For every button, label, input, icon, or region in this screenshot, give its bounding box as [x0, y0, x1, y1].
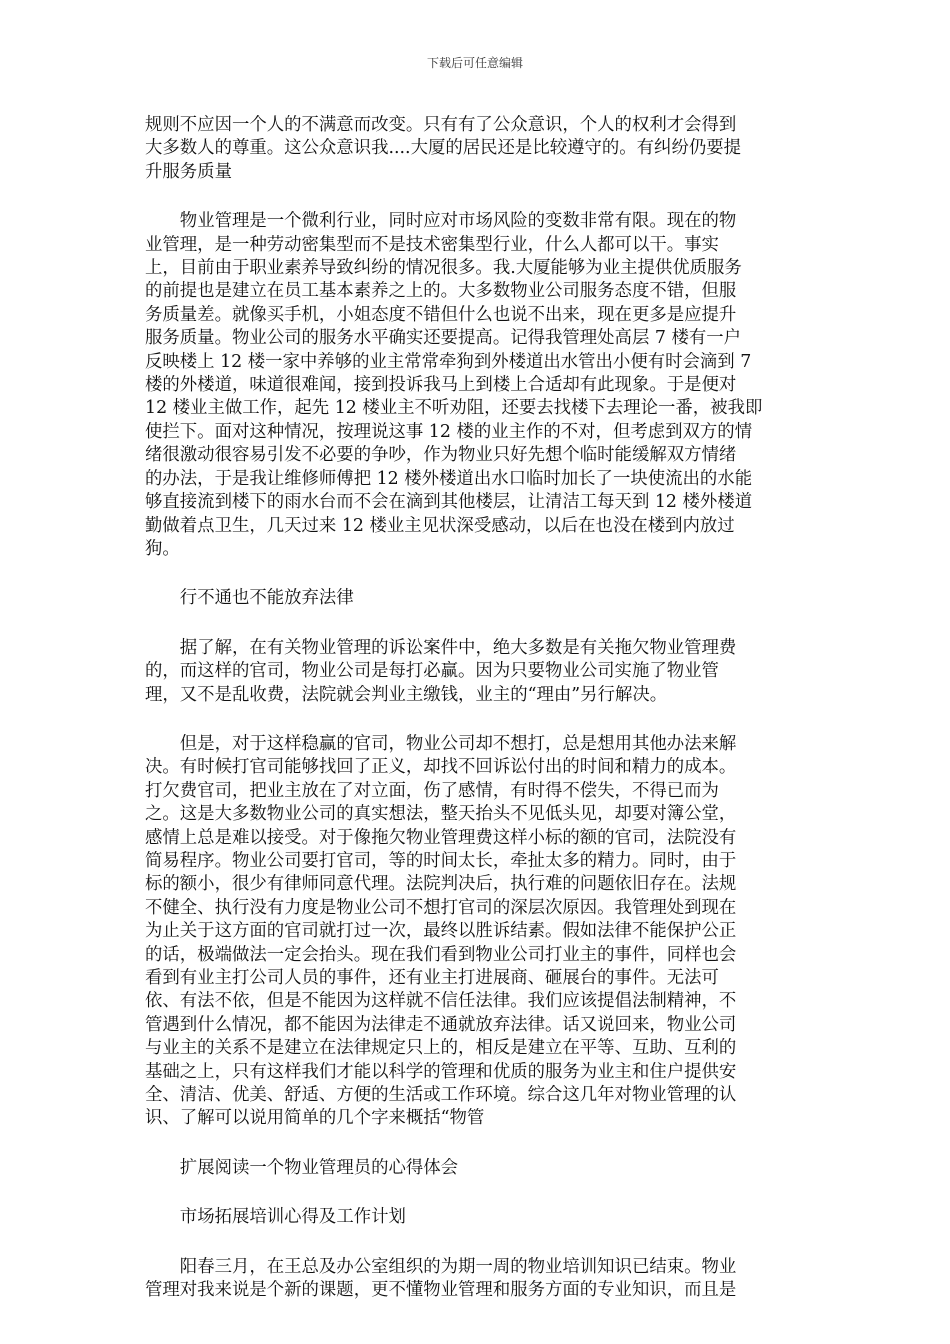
paragraph-line: 升服务质量: [145, 161, 232, 182]
paragraph-line: 的办法，于是我让维修师傅把 12 楼外楼道出水口临时加长了一块使流出的水能: [145, 468, 753, 489]
paragraph-line: 的，而这样的官司，物业公司是每打必赢。因为只要物业公司实施了物业管: [145, 661, 719, 682]
page-header: 下载后可任意编辑: [426, 56, 523, 70]
paragraph-line: 理，又不是乱收费，法院就会判业主缴钱，业主的“理由”另行解决。: [145, 684, 668, 705]
paragraph-line: 与业主的关系不是建立在法律规定只上的，相反是建立在平等、互助、互利的: [145, 1038, 737, 1059]
paragraph-line: 据了解，在有关物业管理的诉讼案件中，绝大多数是有关拖欠物业管理费: [179, 637, 737, 658]
paragraph-line: 扩展阅读一个物业管理员的心得体会: [179, 1157, 459, 1178]
paragraph-line: 的话，极端做法一定会抬头。现在我们看到物业公司打业主的事件，同样也会: [145, 944, 737, 965]
paragraph-line: 之。这是大多数物业公司的真实想法，整天抬头不见低头见，却要对簿公堂，: [145, 804, 737, 825]
paragraph-line: 够直接流到楼下的雨水台而不会在滴到其他楼层，让清洁工每天到 12 楼外楼道: [145, 492, 753, 513]
document-paragraph: [145, 114, 805, 184]
paragraph-line: 勤做着点卫生，几天过来 12 楼业主见状深受感动，以后在也没在楼到内放过: [145, 515, 735, 536]
paragraph-line: 绪很激动很容易引发不必要的争吵，作为物业只好先想个临时能缓解双方情绪: [145, 445, 737, 466]
paragraph-line: 但是，对于这样稳赢的官司，物业公司却不想打，总是想用其他办法来解: [179, 733, 737, 754]
paragraph-line: 识、了解可以说用简单的几个字来概括“物管: [145, 1108, 485, 1129]
paragraph-line: 为止关于这方面的官司就打过一次，最终以胜诉结素。假如法律不能保护公正: [145, 921, 737, 942]
paragraph-line: 感情上总是难以接受。对于像拖欠物业管理费这样小标的额的官司，法院没有: [145, 827, 737, 848]
document-paragraph: [145, 210, 805, 561]
paragraph-line: 管遇到什么情况，都不能因为法律走不通就放弃法律。话又说回来，物业公司: [145, 1014, 737, 1035]
paragraph-line: 反映楼上 12 楼一家中养够的业主常常牵狗到外楼道出水管出小便有时会滴到 7: [145, 351, 752, 372]
paragraph-line: 基础之上，只有这样我们才能以科学的管理和优质的服务为业主和住户提供安: [145, 1061, 737, 1082]
paragraph-line: 看到有业主打公司人员的事件，还有业主打进展商、砸展台的事件。无法可: [145, 968, 719, 988]
document-paragraph: [145, 1157, 805, 1180]
paragraph-line: 打欠费官司，把业主放在了对立面，伤了感情，有时得不偿失，不得已而为: [145, 780, 719, 801]
paragraph-line: 业管理，是一种劳动密集型而不是技术密集型行业，什么人都可以干。事实: [145, 234, 719, 255]
paragraph-line: 物业管理是一个微利行业，同时应对市场风险的变数非常有限。现在的物: [179, 211, 737, 232]
paragraph-line: 全、清洁、优美、舒适、方便的生活或工作环境。综合这几年对物业管理的认: [145, 1085, 737, 1106]
paragraph-line: 行不通也不能放弃法律: [179, 588, 354, 609]
paragraph-line: 依、有法不依，但是不能因为这样就不信任法律。我们应该提倡法制精神，不: [145, 991, 737, 1012]
paragraph-line: 大多数人的尊重。这公众意识我....大厦的居民还是比较遵守的。有纠纷仍要提: [145, 138, 742, 159]
paragraph-line: 楼的外楼道，味道很难闻，接到投诉我马上到楼上合适却有此现象。于是便对: [145, 375, 737, 396]
document-paragraph: [145, 587, 805, 610]
paragraph-line: 规则不应因一个人的不满意而改变。只有有了公众意识，个人的权利才会得到: [145, 115, 737, 135]
paragraph-line: 上，目前由于职业素养导致纠纷的情况很多。我.大厦能够为业主提供优质服务: [145, 258, 742, 279]
paragraph-line: 决。有时候打官司能够找回了正义，却找不回诉讼付出的时间和精力的成本。: [145, 757, 737, 778]
paragraph-line: 务质量差。就像买手机，小姐态度不错但什么也说不出来，现在更多是应提升: [145, 304, 737, 325]
document-paragraph: [145, 1256, 805, 1303]
paragraph-line: 狗。: [145, 538, 180, 559]
paragraph-line: 标的额小，很少有律师同意代理。法院判决后，执行难的问题依旧存在。法规: [145, 874, 737, 895]
paragraph-line: 12 楼业主做工作，起先 12 楼业主不听劝阻，还要去找楼下去理论一番，被我即: [145, 398, 763, 419]
paragraph-line: 的前提也是建立在员工基本素养之上的。大多数物业公司服务态度不错，但服: [145, 281, 737, 302]
paragraph-line: 市场拓展培训心得及工作计划: [179, 1207, 406, 1228]
paragraph-line: 不健全、执行没有力度是物业公司不想打官司的深层次原因。我管理处到现在: [145, 897, 737, 918]
paragraph-line: 简易程序。物业公司要打官司，等的时间太长，牵扯太多的精力。同时，由于: [145, 850, 737, 871]
paragraph-line: 使拦下。面对这种情况，按理说这事 12 楼的业主作的不对，但考虑到双方的情: [145, 421, 753, 442]
document-paragraph: [145, 1206, 805, 1229]
document-paragraph: [145, 637, 805, 707]
paragraph-line: 管理对我来说是个新的课题，更不懂物业管理和服务方面的专业知识，而且是: [145, 1280, 737, 1301]
paragraph-line: 阳春三月，在王总及办公室组织的为期一周的物业培训知识已结束。物业: [179, 1256, 737, 1277]
document-paragraph: [145, 733, 805, 1131]
document-body: [145, 114, 805, 1328]
paragraph-line: 服务质量。物业公司的服务水平确实还要提高。记得我管理处高层 7 楼有一户: [145, 328, 742, 349]
